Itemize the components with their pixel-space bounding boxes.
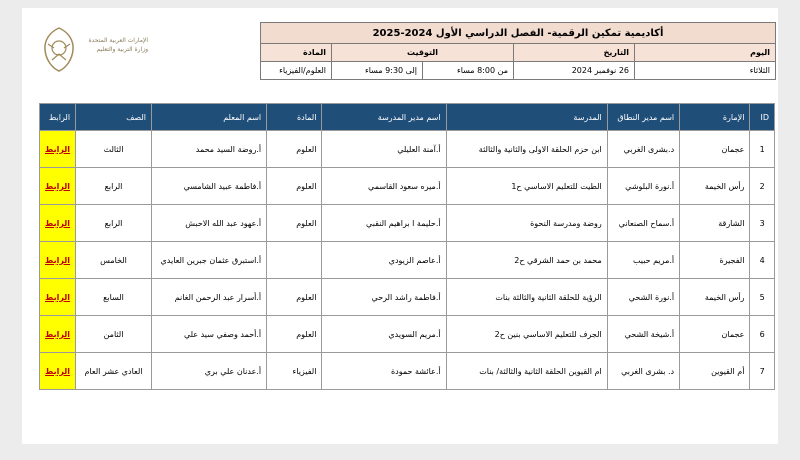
cell-grade: الثامن (76, 316, 152, 353)
col-header-emirate: الإمارة (680, 104, 750, 131)
cell-id: 3 (750, 205, 775, 242)
session-link[interactable]: الرابط (45, 144, 71, 154)
cell-principal: أ.عاصم الزيودي (322, 242, 446, 279)
table-row (40, 131, 775, 168)
table-row (40, 242, 775, 279)
cell-grade: الخامس (76, 242, 152, 279)
cell-id: 6 (750, 316, 775, 353)
cell-teacher: أ.عدنان علي بري (152, 353, 267, 390)
cell-teacher: أ.فاطمة عبيد الشامسي (152, 168, 267, 205)
cell-school: ام القيوين الحلقة الثانية والثالثة/ بنات (446, 353, 607, 390)
table-row (40, 205, 775, 242)
cell-grade: السابع (76, 279, 152, 316)
session-link[interactable]: الرابط (45, 366, 71, 376)
academy-title: أكاديمية تمكين الرقمية- الفصل الدراسي الأول 2024-2025 (261, 23, 776, 44)
table-row (40, 353, 775, 390)
cell-emirate: الشارقة (680, 205, 750, 242)
cell-school: الجرف للتعليم الاساسي بنين ح2 (446, 316, 607, 353)
col-header-teacher: اسم المعلم (152, 104, 267, 131)
cell-grade: الرابع (76, 168, 152, 205)
schedule-table (39, 103, 775, 390)
cell-manager: د. بشرى الغربي (607, 353, 679, 390)
cell-teacher: أ.أسرار عبد الرحمن الغانم (152, 279, 267, 316)
cell-emirate: أم القيوين (680, 353, 750, 390)
subject-label: المادة (261, 44, 332, 62)
cell-emirate: رأس الخيمة (680, 168, 750, 205)
cell-emirate: رأس الخيمة (680, 279, 750, 316)
cell-manager: د.بشرى الغربي (607, 131, 679, 168)
subject-value: العلوم/الفيزياء (261, 62, 332, 80)
cell-subject: العلوم (267, 168, 322, 205)
session-link[interactable]: الرابط (45, 329, 71, 339)
cell-link (40, 131, 76, 168)
cell-school: الرؤية للحلقة الثانية والثالثة بنات (446, 279, 607, 316)
cell-subject: العلوم (267, 316, 322, 353)
cell-manager: أ.نورة الشحي (607, 279, 679, 316)
cell-id: 7 (750, 353, 775, 390)
session-info-table (260, 22, 776, 80)
cell-link (40, 353, 76, 390)
emblem-icon (40, 24, 78, 74)
cell-principal: أ.آمنة العليلي (322, 131, 446, 168)
logo-text: الإمارات العربية المتحدة وزارة التربية والتعليم (88, 37, 148, 53)
day-value: الثلاثاء (635, 62, 776, 80)
cell-principal: أ.ميره سعود القاسمي (322, 168, 446, 205)
cell-id: 1 (750, 131, 775, 168)
document-page (22, 8, 778, 444)
cell-teacher: أ.عهود عبد الله الاحبش (152, 205, 267, 242)
cell-manager: أ.شيخة الشحي (607, 316, 679, 353)
col-header-grade: الصف (76, 104, 152, 131)
cell-subject: الفيزياء (267, 353, 322, 390)
table-header-row (40, 104, 775, 131)
cell-emirate: عجمان (680, 131, 750, 168)
session-link[interactable]: الرابط (45, 292, 71, 302)
day-label: اليوم (635, 44, 776, 62)
col-header-principal: اسم مدير المدرسة (322, 104, 446, 131)
table-row (40, 279, 775, 316)
cell-grade: الثالث (76, 131, 152, 168)
cell-id: 5 (750, 279, 775, 316)
cell-principal: أ.فاطمة راشد الرحي (322, 279, 446, 316)
col-header-subject: المادة (267, 104, 322, 131)
col-header-manager: اسم مدير النطاق (607, 104, 679, 131)
cell-school: ابن حزم الحلقة الاولى والثانية والثالثة (446, 131, 607, 168)
col-header-id: ID (750, 104, 775, 131)
cell-manager: أ.سماح الصنعاني (607, 205, 679, 242)
cell-school: الطيت للتعليم الاساسي ح1 (446, 168, 607, 205)
cell-id: 2 (750, 168, 775, 205)
cell-principal: أ.مريم السويدي (322, 316, 446, 353)
date-value: 26 نوفمبر 2024 (514, 62, 635, 80)
col-header-link: الرابط (40, 104, 76, 131)
cell-link (40, 242, 76, 279)
cell-link (40, 279, 76, 316)
cell-id: 4 (750, 242, 775, 279)
cell-grade: العادي عشر العام (76, 353, 152, 390)
time-from-value: من 8:00 مساء (423, 62, 514, 80)
date-label: التاريخ (514, 44, 635, 62)
cell-emirate: الفجيرة (680, 242, 750, 279)
cell-manager: أ.نورة البلوشي (607, 168, 679, 205)
cell-grade: الرابع (76, 205, 152, 242)
cell-subject: العلوم (267, 131, 322, 168)
cell-manager: أ.مريم حبيب (607, 242, 679, 279)
session-link[interactable]: الرابط (45, 255, 71, 265)
time-to-value: إلى 9:30 مساء (332, 62, 423, 80)
cell-link (40, 168, 76, 205)
session-link[interactable]: الرابط (45, 218, 71, 228)
cell-link (40, 205, 76, 242)
cell-school: محمد بن حمد الشرقي ح2 (446, 242, 607, 279)
table-row (40, 316, 775, 353)
session-link[interactable]: الرابط (45, 181, 71, 191)
cell-teacher: أ.أحمد وصفي سيد علي (152, 316, 267, 353)
cell-teacher: أ.استبرق عثمان جبرين العايدي (152, 242, 267, 279)
ministry-logo (40, 24, 150, 76)
time-label: التوقيت (332, 44, 514, 62)
cell-school: روضة ومدرسة النحوة (446, 205, 607, 242)
table-row (40, 168, 775, 205)
cell-subject: العلوم (267, 205, 322, 242)
cell-emirate: عجمان (680, 316, 750, 353)
cell-principal: أ.حليمة ا براهيم النقبي (322, 205, 446, 242)
cell-subject: العلوم (267, 279, 322, 316)
cell-principal: أ.عائشة حمودة (322, 353, 446, 390)
cell-teacher: أ.روضة السيد محمد (152, 131, 267, 168)
cell-subject (267, 242, 322, 279)
cell-link (40, 316, 76, 353)
col-header-school: المدرسة (446, 104, 607, 131)
